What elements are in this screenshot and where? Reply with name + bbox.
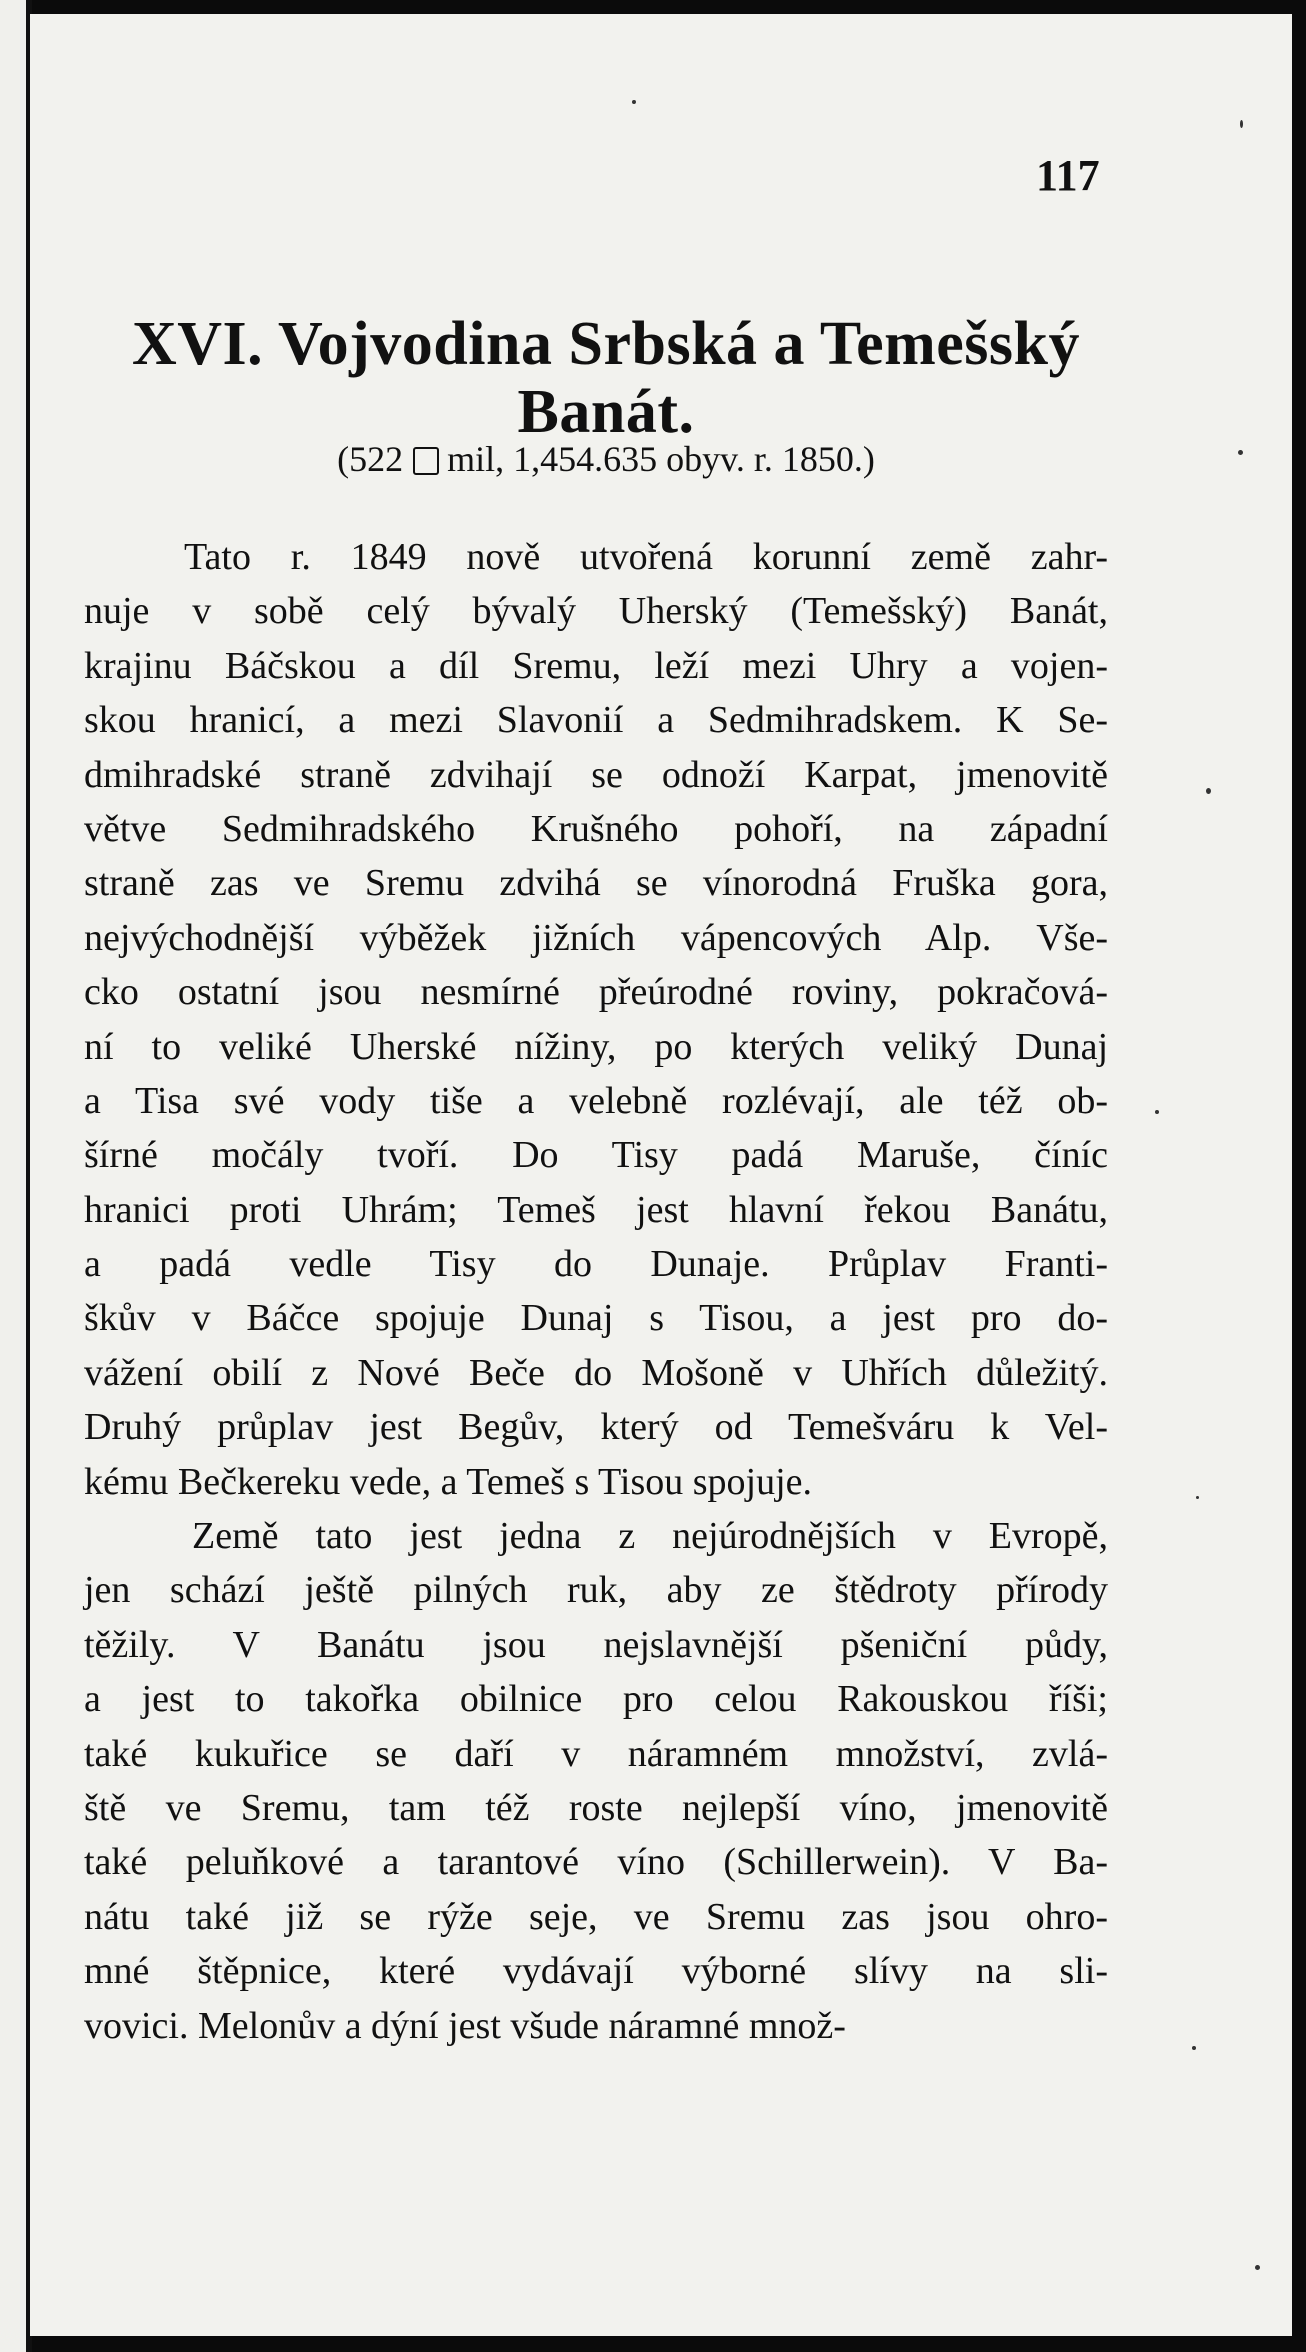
text-line: nejvýchodnější výběžek jižních vápencových Alp. Vše- <box>84 916 1108 959</box>
text-line: Země tato jest jedna z nejúrodnějších v Evropě, <box>192 1515 1108 1558</box>
subtitle-area: (522 <box>337 439 404 479</box>
text-line: hranici proti Uhrám; Temeš jest hlavní řekou Banátu, <box>84 1188 1108 1231</box>
text-line: nátu také již se rýže seje, ve Sremu zas jsou ohro- <box>84 1895 1108 1938</box>
text-line: straně zas ve Sremu zdvihá se vínorodná Fruška gora, <box>84 862 1108 905</box>
text-line: škův v Báčce spojuje Dunaj s Tisou, a jest pro do- <box>84 1297 1108 1340</box>
chapter-heading-line1: XVI. Vojvodina Srbská a Temešský <box>131 310 1081 378</box>
text-line: jen schází ještě pilných ruk, aby ze štědroty přírody <box>84 1569 1108 1612</box>
text-line: také peluňkové a tarantové víno (Schillerwein). V Ba- <box>84 1841 1108 1884</box>
text-line: skou hranicí, a mezi Slavonií a Sedmihradskem. K Se- <box>84 699 1108 742</box>
text-line: a Tisa své vody tiše a velebně rozlévají, ale též ob- <box>84 1079 1108 1122</box>
text-line: ště ve Sremu, tam též roste nejlepší víno, jmenovitě <box>84 1786 1108 1829</box>
text-line: větve Sedmihradského Krušného pohoří, na západní <box>84 807 1108 850</box>
text-line: Druhý průplav jest Begův, který od Temešváru k Vel- <box>84 1406 1108 1449</box>
text-line: vovici. Melonův a dýní jest všude náramné množ- <box>84 2004 846 2047</box>
text-line: mné štěpnice, které vydávají výborné slívy na sli- <box>84 1950 1108 1993</box>
subtitle-rest: mil, 1,454.635 obyv. r. 1850.) <box>447 439 875 479</box>
chapter-heading-line2: Banát. <box>517 378 695 446</box>
chapter-heading <box>106 310 1106 446</box>
area-population-subtitle <box>256 438 956 480</box>
text-line: kému Bečkereku vede, a Temeš s Tisou spojuje. <box>84 1460 813 1503</box>
text-line: těžily. V Banátu jsou nejslavnější pšeniční půdy, <box>84 1623 1108 1666</box>
text-line: a padá vedle Tisy do Dunaje. Průplav Franti- <box>84 1243 1108 1286</box>
text-line: dmihradské straně zdvihají se odnoží Karpat, jmenovitě <box>84 753 1108 796</box>
text-line: krajinu Báčskou a díl Sremu, leží mezi Uhry a vojen- <box>84 644 1108 687</box>
page-gutter <box>0 0 30 2352</box>
text-line: také kukuřice se daří v náramném množství, zvlá- <box>84 1732 1108 1775</box>
page-number: 117 <box>1036 151 1100 200</box>
text-line: a jest to takořka obilnice pro celou Rakouskou říši; <box>84 1678 1108 1721</box>
text-line: cko ostatní jsou nesmírné přeúrodné roviny, pokračová- <box>84 971 1108 1014</box>
text-line: Tato r. 1849 nově utvořená korunní země zahr- <box>184 536 1108 578</box>
text-line: nuje v sobě celý bývalý Uherský (Temešský) Banát, <box>84 590 1108 633</box>
body-text <box>84 530 1108 2053</box>
text-line: šírné močály tvoří. Do Tisy padá Maruše, číníc <box>84 1134 1108 1177</box>
paragraph-1 <box>84 530 1108 1509</box>
text-line: vážení obilí z Nové Beče do Mošoně v Uhřích důležitý. <box>84 1351 1108 1394</box>
paragraph-2 <box>84 1509 1108 2053</box>
text-line: ní to veliké Uherské nížiny, po kterých veliký Dunaj <box>84 1025 1108 1068</box>
square-icon <box>413 447 439 475</box>
